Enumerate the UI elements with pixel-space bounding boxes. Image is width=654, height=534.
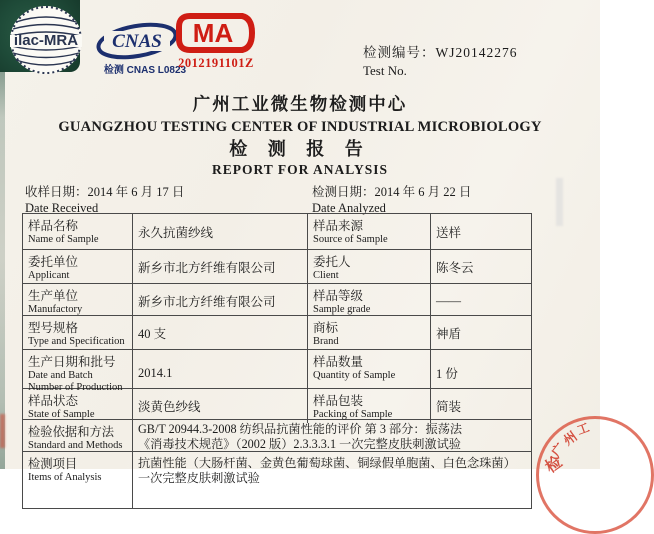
seal-char: 州 [560, 428, 580, 449]
row-label-en: Standard and Methods [28, 440, 123, 451]
standards-line-1: GB/T 20944.3-2008 纺织品抗菌性能的评价 第 3 部分：振荡法 [138, 422, 463, 436]
row-value2: 神盾 [436, 327, 462, 342]
date-analyzed-cn: 检测日期：2014 年 6 月 22 日 [312, 185, 472, 199]
row-label2-cn: 样品来源 [313, 219, 364, 233]
date-received-cn: 收样日期：2014 年 6 月 17 日 [25, 185, 185, 199]
test-number-label-en: Test No. [363, 63, 407, 79]
date-received-block [25, 185, 184, 216]
sample-info-table [22, 213, 532, 509]
row-label2-en: Sample grade [313, 304, 371, 315]
seal-char: 工 [575, 420, 592, 438]
row-label2-en: Source of Sample [313, 234, 388, 245]
row-label-en: Name of Sample [28, 234, 99, 245]
row-value2: 陈冬云 [436, 261, 474, 276]
row-label2-en: Quantity of Sample [313, 370, 396, 381]
row-label-cn: 生产单位 [28, 289, 79, 303]
row-label2-cn: 样品包装 [313, 394, 364, 408]
ilac-mra-logo-text: ilac-MRA [13, 32, 79, 49]
ilac-mra-logo-icon [6, 2, 86, 83]
date-analyzed-block [312, 185, 471, 216]
row-value: 2014.1 [133, 350, 308, 396]
row-label-cn: 检验依据和方法 [28, 425, 115, 439]
row-value2: —— [436, 293, 461, 308]
items-line-1: 抗菌性能（大肠杆菌、金黄色葡萄球菌、铜绿假单胞菌、白色念珠菌） [138, 456, 516, 470]
center-name-en: GUANGZHOU TESTING CENTER OF INDUSTRIAL MICROBIOLOGY [58, 118, 542, 135]
row-label-en: Items of Analysis [28, 472, 102, 483]
date-analyzed-en: Date Analyzed [312, 200, 386, 215]
table-row [23, 250, 531, 284]
report-title-block [0, 96, 600, 177]
table-row-items [23, 452, 531, 509]
row-value: 永久抗菌纱线 [133, 214, 308, 249]
cnas-logo-text: CNAS [112, 31, 162, 52]
scan-red-smudge [0, 414, 5, 448]
row-value2: 简装 [436, 400, 462, 415]
cma-logo-text: MA [192, 18, 234, 48]
seal-char: 检 [542, 453, 566, 477]
center-name-cn: 广州工业微生物检测中心 [192, 94, 408, 114]
row-value2: 1 份 [436, 367, 458, 382]
row-value2: 送样 [436, 225, 462, 240]
row-label-cn: 检测项目 [28, 457, 78, 471]
test-number-label: 检测编号： [363, 45, 436, 60]
row-label-en: State of Sample [28, 409, 95, 420]
row-value: 新乡市北方纤维有限公司 [133, 250, 308, 284]
report-title-en: REPORT FOR ANALYSIS [211, 162, 389, 178]
table-row [23, 214, 531, 250]
test-number-value: WJ20142276 [435, 45, 518, 60]
row-value: 淡黄色纱线 [133, 389, 308, 423]
row-label-en: Date and Batch Number of Production [28, 370, 123, 394]
standards-line-2: 《消毒技术规范》（2002 版）2.3.3.3.1 一次完整皮肤刺激试验 [138, 437, 461, 452]
row-label2-cn: 委托人 [313, 255, 351, 269]
row-label-cn: 委托单位 [28, 255, 79, 269]
table-row [23, 316, 531, 350]
report-title-cn: 检 测 报 告 [229, 139, 371, 160]
row-label-en: Type and Specification [28, 336, 125, 347]
row-label-en: Applicant [28, 270, 70, 281]
table-row [23, 350, 531, 394]
table-row [23, 284, 531, 316]
row-label-cn: 样品状态 [28, 394, 79, 408]
row-label2-en: Brand [313, 336, 339, 347]
row-label2-cn: 样品数量 [313, 355, 364, 369]
paper-crease [556, 178, 563, 226]
row-value: 40 支 [133, 316, 308, 350]
table-row-standards [23, 420, 531, 452]
cma-certificate-number: 2012191101Z [178, 56, 254, 70]
items-line-2: 一次完整皮肤刺激试验 [138, 471, 260, 486]
table-row [23, 389, 531, 420]
test-number-block [363, 44, 518, 80]
row-label-en: Manufactory [28, 304, 83, 315]
row-label2-en: Packing of Sample [313, 409, 393, 420]
row-label-cn: 样品名称 [28, 219, 79, 233]
row-label2-cn: 样品等级 [313, 289, 364, 303]
date-received-en: Date Received [25, 200, 99, 215]
row-label-cn: 生产日期和批号 [28, 355, 116, 369]
row-label2-en: Client [313, 270, 339, 281]
row-label-cn: 型号规格 [28, 321, 79, 335]
seal-char: 广 [548, 440, 569, 460]
cnas-accreditation-number: 检测 CNAS L0823 [103, 65, 187, 76]
cma-logo-icon [172, 10, 258, 61]
row-label2-cn: 商标 [313, 321, 339, 335]
row-value: 新乡市北方纤维有限公司 [133, 284, 308, 318]
